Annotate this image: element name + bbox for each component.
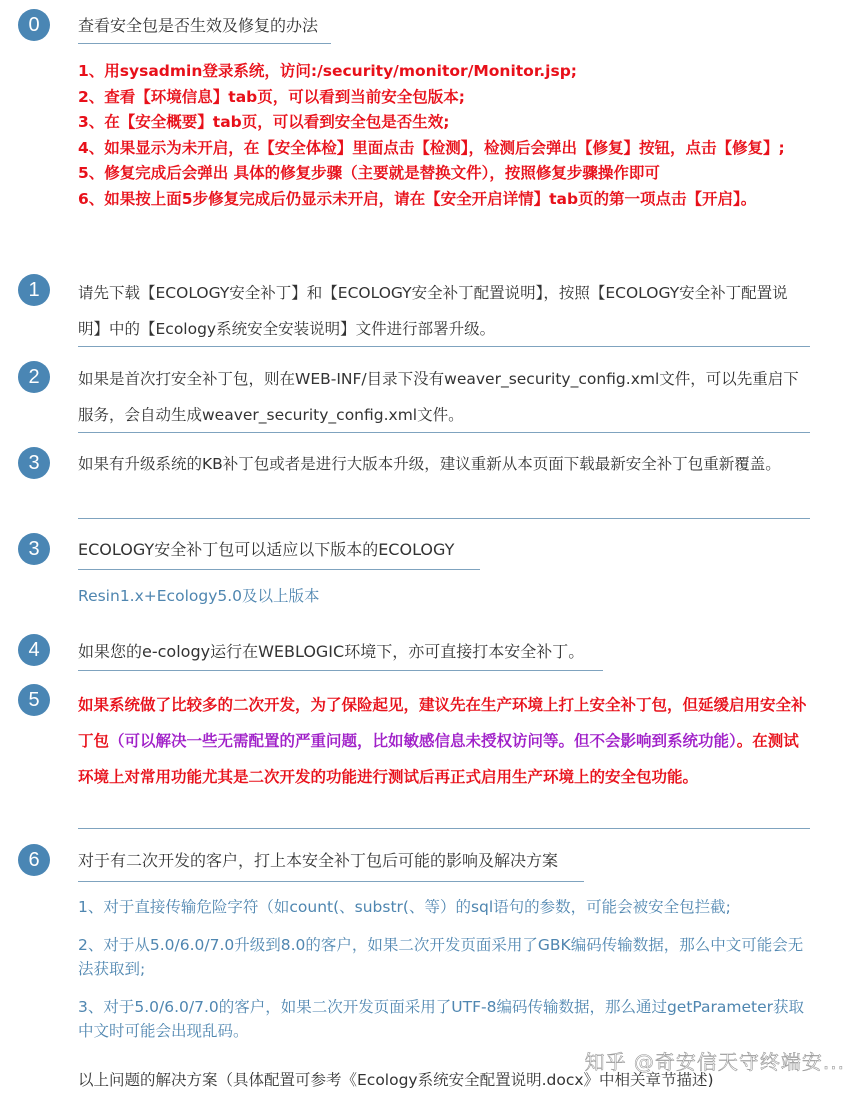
divider — [78, 346, 810, 347]
warning-text-2: 。在测试环境上对常用功能尤其是二次开发的功能进行测试后再正式启用生产环境上的安全包功能。 — [78, 732, 799, 786]
step-badge-3b: 3 — [18, 533, 50, 565]
divider — [78, 828, 810, 829]
impact-item-2: 2、对于从5.0/6.0/7.0升级到8.0的客户，如果二次开发页面采用了GBK编码传输数据，那么中文可能会无法获取到; — [78, 936, 804, 978]
impact-item-3: 3、对于5.0/6.0/7.0的客户，如果二次开发页面采用了UTF-8编码传输数据，那么通过getParameter获取中文时可能会出现乱码。 — [78, 998, 805, 1040]
step-badge-4: 4 — [18, 634, 50, 666]
step-badge-2: 2 — [18, 361, 50, 393]
section-1-text: 请先下载【ECOLOGY安全补丁】和【ECOLOGY安全补丁配置说明】，按照【ECOLOGY安全补丁配置说明】中的【Ecology系统安全安装说明】文件进行部署升级。 — [78, 284, 788, 338]
section-2-text: 如果是首次打安全补丁包，则在WEB-INF/目录下没有weaver_security_config.xml文件，可以先重启下服务，会自动生成weaver_security_config.xml文件。 — [78, 370, 799, 424]
step-badge-1: 1 — [18, 274, 50, 306]
section-4-heading — [78, 640, 603, 671]
version-info: Resin1.x+Ecology5.0及以上版本 — [78, 587, 320, 605]
step-4: 4、如果显示为未开启，在【安全体检】里面点击【检测】，检测后会弹出【修复】按钮，点击【修复】; — [78, 138, 785, 157]
section-6-title: 对于有二次开发的客户，打上本安全补丁包后可能的影响及解决方案 — [78, 851, 559, 870]
divider — [78, 432, 810, 433]
warning-note: （可以解决一些无需配置的严重问题，比如敏感信息未授权访问等。但不会影响到系统功能） — [109, 732, 737, 750]
section-0-heading — [78, 14, 331, 44]
section-3b-title: ECOLOGY安全补丁包可以适应以下版本的ECOLOGY — [78, 540, 455, 559]
section-5-text — [78, 687, 808, 795]
impact-item-1: 1、对于直接传输危险字符（如count(、substr(、等）的sql语句的参数，可能会被安全包拦截; — [78, 898, 731, 916]
step-6: 6、如果按上面5步修复完成后仍显示未开启，请在【安全开启详情】tab页的第一项点击【开启】。 — [78, 189, 757, 208]
step-badge-6: 6 — [18, 844, 50, 876]
section-6-heading — [78, 849, 584, 882]
section-4-title: 如果您的e-cology运行在WEBLOGIC环境下，亦可直接打本安全补丁。 — [78, 642, 585, 661]
step-2: 2、查看【环境信息】tab页，可以看到当前安全包版本; — [78, 87, 465, 106]
section-0-steps — [78, 59, 798, 212]
divider — [78, 518, 810, 519]
warning-text-1: 如果系统做了比较多的二次开发，为了保险起见，建议先在生产环境上打上安全补丁包，但延缓启用安全补丁包 — [78, 696, 807, 750]
watermark: 知乎 @奇安信天守终端安... — [584, 1050, 845, 1074]
step-1: 1、用sysadmin登录系统，访问:/security/monitor/Monitor.jsp; — [78, 62, 577, 80]
section-3-text: 如果有升级系统的KB补丁包或者是进行大版本升级，建议重新从本页面下载最新安全补丁包重新覆盖。 — [78, 455, 781, 473]
section-0-title: 查看安全包是否生效及修复的办法 — [78, 16, 319, 35]
step-badge-3: 3 — [18, 447, 50, 479]
step-badge-5: 5 — [18, 684, 50, 716]
step-5: 5、修复完成后会弹出 具体的修复步骤（主要就是替换文件），按照修复步骤操作即可 — [78, 164, 660, 182]
step-badge-0: 0 — [18, 9, 50, 41]
section-3b-heading — [78, 538, 480, 570]
solution-footer: 以上问题的解决方案（具体配置可参考《Ecology系统安全配置说明.docx》中相关章节描述) — [78, 1071, 714, 1089]
step-3: 3、在【安全概要】tab页，可以看到安全包是否生效; — [78, 113, 450, 131]
